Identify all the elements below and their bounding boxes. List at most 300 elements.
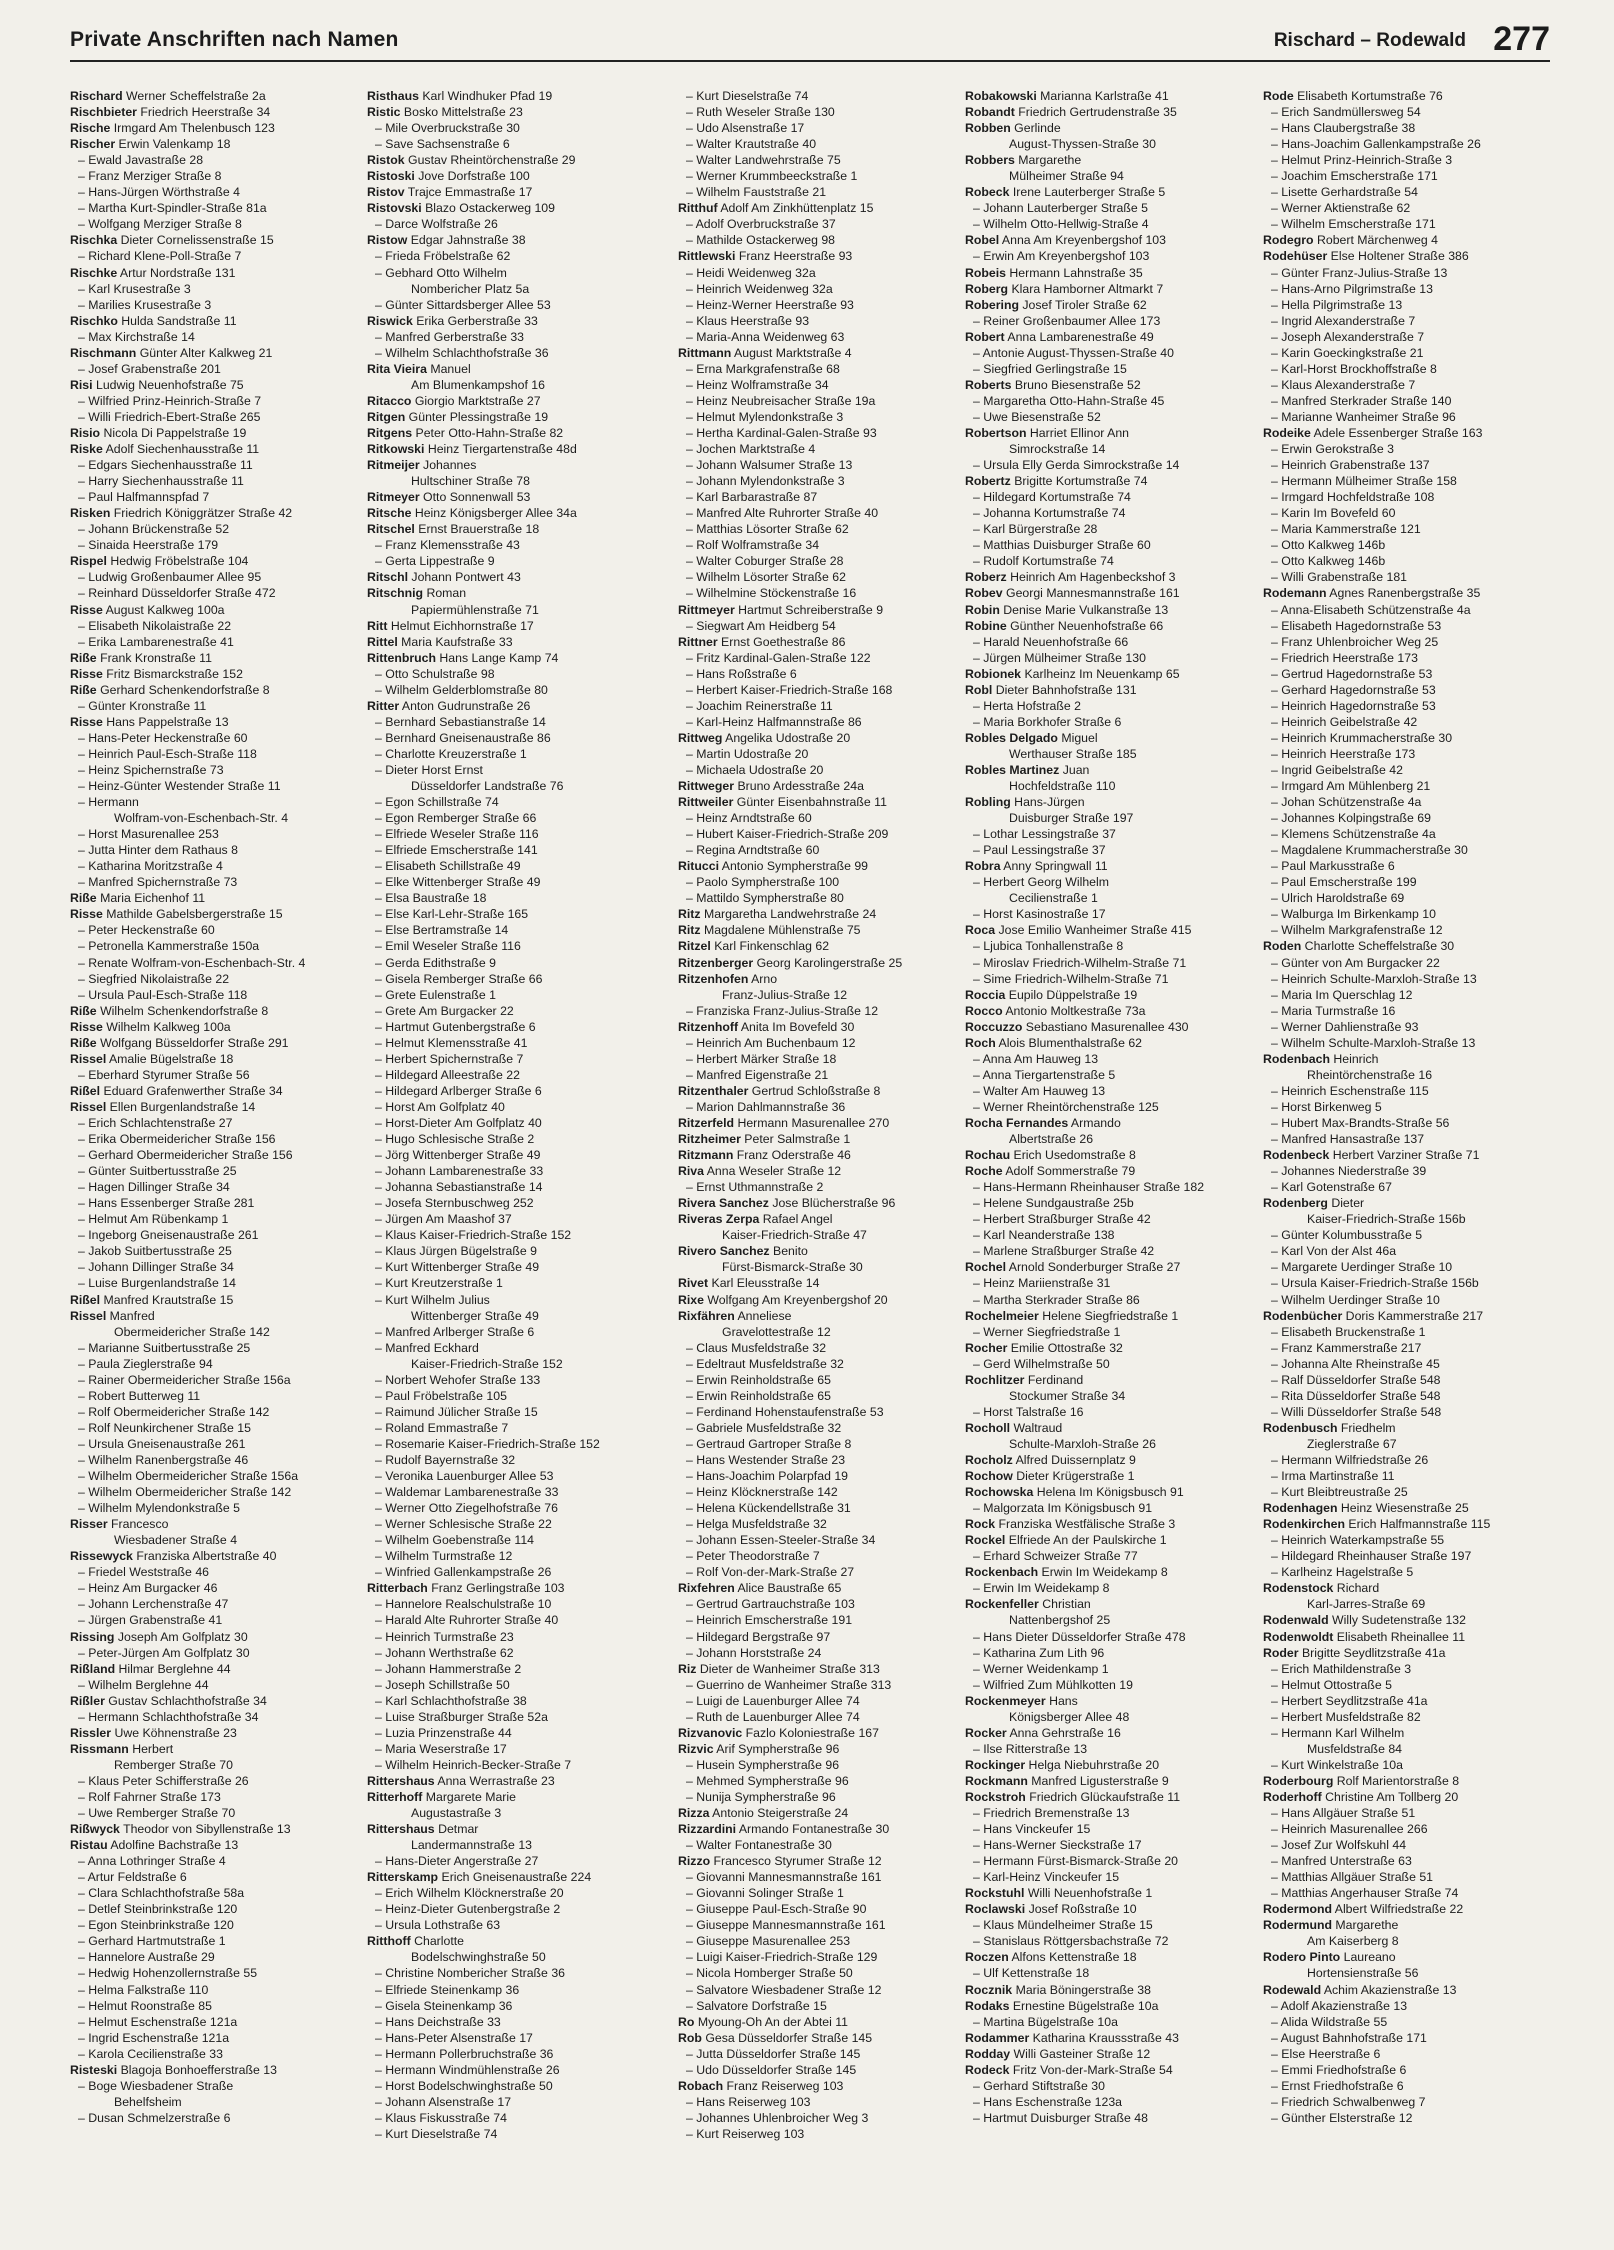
entry-details: Roman: [423, 586, 467, 601]
entry-details: – Werner Siegfriedstraße 1: [973, 1324, 1121, 1339]
directory-entry: [367, 136, 649, 152]
entry-details: – Hans-Peter Alsenstraße 17: [375, 2030, 533, 2045]
directory-entry: [70, 473, 352, 489]
entry-details: – Ernst Friedhofstraße 6: [1271, 2078, 1404, 2093]
directory-entry: [1263, 120, 1545, 136]
directory-entry: [70, 826, 352, 842]
entry-details: Karl-Jarres-Straße 69: [1307, 1597, 1426, 1612]
directory-entry: [965, 1115, 1247, 1131]
directory-entry: [367, 1259, 649, 1275]
directory-entry: [70, 1596, 352, 1612]
directory-entry: [367, 1949, 649, 1965]
directory-entry: [1263, 1372, 1545, 1388]
entry-details: – Gerhard Obermeidericher Straße 156: [78, 1148, 293, 1163]
directory-entry: [678, 1372, 960, 1388]
directory-entry: [965, 473, 1247, 489]
entry-details: – Marilies Krusestraße 3: [78, 297, 212, 312]
directory-entry: [367, 184, 649, 200]
entry-details: – Hans Roßstraße 6: [686, 666, 797, 681]
directory-entry: [367, 248, 649, 264]
directory-entry: [70, 890, 352, 906]
directory-entry: [367, 1612, 649, 1628]
entry-details: – Hagen Dillinger Straße 34: [78, 1180, 230, 1195]
entry-details: Jose Emilio Wanheimer Straße 415: [995, 923, 1192, 938]
column-4: [965, 88, 1247, 2238]
entry-surname: Ritzenberger: [678, 955, 754, 970]
entry-details: – Horst-Dieter Am Golfplatz 40: [375, 1116, 542, 1130]
entry-details: Else Holtener Straße 386: [1327, 249, 1469, 264]
entry-details: – Paula Zieglerstraße 94: [78, 1356, 213, 1371]
entry-details: – Klaus Kaiser-Friedrich-Straße 152: [375, 1228, 572, 1243]
entry-details: – Johannes Niederstraße 39: [1271, 1164, 1427, 1179]
directory-entry: [1263, 297, 1545, 313]
entry-details: – Hans Westender Straße 23: [686, 1452, 846, 1467]
directory-entry: [367, 1147, 649, 1163]
entry-surname: Rixfähren: [678, 1308, 735, 1323]
entry-details: – Jürgen Am Maashof 37: [375, 1212, 512, 1227]
entry-details: – Darce Wolfstraße 26: [375, 217, 498, 232]
directory-entry: [70, 1324, 352, 1340]
directory-entry: [678, 987, 960, 1003]
entry-details: Johannes: [419, 458, 477, 473]
directory-entry: [1263, 778, 1545, 794]
directory-entry: [1263, 1661, 1545, 1677]
entry-details: – Kurt Winkelstraße 10a: [1271, 1757, 1403, 1772]
entry-details: – Marlene Straßburger Straße 42: [973, 1244, 1155, 1259]
entry-details: Frank Kronstraße 11: [96, 650, 212, 665]
directory-entry: [70, 2030, 352, 2046]
entry-details: – Herbert Märker Straße 18: [686, 1051, 837, 1066]
entry-details: – Matthias Angerhauser Straße 74: [1271, 1886, 1459, 1901]
entry-surname: Rodenbücher: [1263, 1308, 1343, 1323]
entry-surname: Roderbourg: [1263, 1773, 1334, 1788]
entry-details: – Jutta Düsseldorfer Straße 145: [686, 2046, 861, 2061]
entry-details: Bruno Ardesstraße 24a: [734, 779, 864, 794]
directory-entry: [965, 922, 1247, 938]
directory-entry: [70, 1131, 352, 1147]
entry-details: – Jürgen Mülheimer Straße 130: [973, 650, 1146, 665]
entry-details: Ludwig Neuenhofstraße 75: [92, 377, 244, 392]
entry-details: Alois Blumenthalstraße 62: [995, 1035, 1143, 1050]
directory-entry: [367, 1275, 649, 1291]
directory-entry: [1263, 521, 1545, 537]
entry-surname: Ro: [678, 2014, 695, 2029]
directory-entry: [965, 313, 1247, 329]
entry-details: Maria Kaufstraße 33: [397, 634, 513, 649]
entry-details: Charlotte: [410, 1934, 465, 1949]
entry-surname: Rodegro: [1263, 233, 1314, 248]
entry-details: – Hans Vinckeufer 15: [973, 1822, 1091, 1837]
entry-surname: Rittmann: [678, 345, 732, 360]
entry-surname: Rockinger: [965, 1757, 1026, 1772]
directory-entry: [70, 762, 352, 778]
entry-surname: Rittweger: [678, 779, 735, 794]
directory-entry: [678, 1725, 960, 1741]
directory-entry: [70, 602, 352, 618]
entry-details: Bosko Mittelstraße 23: [400, 105, 523, 120]
entry-details: – Günter Suitbertusstraße 25: [78, 1164, 237, 1179]
directory-entry: [965, 136, 1247, 152]
entry-surname: Rischka: [70, 233, 118, 248]
entry-details: – Herbert Georg Wilhelm: [973, 875, 1109, 890]
directory-entry: [70, 1259, 352, 1275]
entry-details: – Lothar Lessingstraße 37: [973, 827, 1116, 842]
entry-details: Manfred Krautstraße 15: [100, 1292, 234, 1307]
directory-entry: [367, 2046, 649, 2062]
entry-details: – Hans Deichstraße 33: [375, 2014, 501, 2029]
entry-details: Heinz Königsberger Allee 34a: [411, 506, 577, 521]
entry-details: Franz Oderstraße 46: [733, 1148, 851, 1163]
directory-entry: [367, 955, 649, 971]
entry-details: – Elke Wittenberger Straße 49: [375, 875, 541, 890]
directory-entry: [70, 1917, 352, 1933]
entry-details: – Guerrino de Wanheimer Straße 313: [686, 1677, 892, 1692]
directory-entry: [678, 313, 960, 329]
entry-details: – Ursula Lothstraße 63: [375, 1918, 501, 1933]
entry-details: Gertrud Schloßstraße 8: [748, 1083, 881, 1098]
entry-details: – Emil Weseler Straße 116: [375, 939, 521, 954]
entry-details: Albert Wilfriedstraße 22: [1332, 1902, 1464, 1917]
entry-details: – Egon Schillstraße 74: [375, 795, 499, 810]
directory-entry: [70, 1227, 352, 1243]
entry-surname: Ritschnig: [367, 586, 424, 601]
entry-details: – Robert Butterweg 11: [78, 1388, 201, 1403]
directory-entry: [678, 794, 960, 810]
entry-surname: Robertson: [965, 425, 1027, 440]
entry-surname: Rissel: [70, 1051, 107, 1066]
entry-details: – Mile Overbruckstraße 30: [375, 121, 520, 136]
entry-details: Erwin Valenkamp 18: [115, 137, 231, 152]
entry-details: – Hermann Schlachthofstraße 34: [78, 1709, 259, 1724]
entry-details: – Wilhelm Uerdinger Straße 10: [1271, 1292, 1440, 1307]
directory-entry: [678, 2062, 960, 2078]
entry-details: – Hildegard Alleestraße 22: [375, 1067, 520, 1082]
directory-entry: [367, 441, 649, 457]
entry-details: – Horst Birkenweg 5: [1271, 1099, 1382, 1114]
entry-details: – Hildegard Bergstraße 97: [686, 1629, 831, 1644]
entry-details: – Hermann Pollerbruchstraße 36: [375, 2046, 554, 2061]
directory-entry: [70, 2078, 352, 2094]
entry-details: – Udo Düsseldorfer Straße 145: [686, 2062, 857, 2077]
entry-details: – Claus Musfeldstraße 32: [686, 1340, 827, 1355]
entry-details: – Elfriede Emscherstraße 141: [375, 843, 538, 858]
entry-details: Günther Neuenhofstraße 66: [1006, 618, 1164, 633]
entry-details: – Rolf Fahrner Straße 173: [78, 1789, 221, 1804]
entry-details: – Ulrich Haroldstraße 69: [1271, 891, 1405, 906]
entry-details: Bruno Biesenstraße 52: [1011, 377, 1141, 392]
entry-details: Fritz Von-der-Mark-Straße 54: [1009, 2062, 1173, 2077]
directory-entry: [678, 152, 960, 168]
entry-details: Anneliese: [734, 1308, 792, 1323]
directory-entry: [678, 1147, 960, 1163]
directory-entry: [678, 1083, 960, 1099]
directory-entry: [678, 1805, 960, 1821]
entry-details: – Wilhelm Goebenstraße 114: [375, 1533, 535, 1548]
entry-details: Friedrich Gertrudenstraße 35: [1014, 105, 1177, 120]
directory-entry: [70, 1275, 352, 1291]
entry-details: – Rainer Obermeidericher Straße 156a: [78, 1372, 291, 1387]
entry-details: – Wilhelm Markgrafenstraße 12: [1271, 923, 1443, 938]
entry-details: – Nunija Sympherstraße 96: [686, 1789, 836, 1804]
entry-details: Adolf Am Zinkhüttenplatz 15: [717, 201, 874, 216]
directory-entry: [678, 1965, 960, 1981]
directory-entry: [1263, 361, 1545, 377]
entry-details: – August Bahnhofstraße 171: [1271, 2030, 1427, 2045]
directory-entry: [678, 1949, 960, 1965]
entry-details: Hochfeldstraße 110: [1009, 779, 1116, 794]
directory-entry: [678, 1580, 960, 1596]
entry-details: – Karl Krusestraße 3: [78, 281, 191, 296]
entry-surname: Risi: [70, 377, 93, 392]
directory-entry: [367, 232, 649, 248]
entry-details: – Heinrich Heerstraße 173: [1271, 746, 1416, 761]
directory-entry: [678, 281, 960, 297]
entry-details: – Helmut Mylendonkstraße 3: [686, 409, 844, 424]
entry-details: Düsseldorfer Landstraße 76: [411, 779, 564, 794]
directory-entry: [367, 682, 649, 698]
entry-details: – Franz Uhlenbroicher Weg 25: [1271, 634, 1439, 649]
directory-entry: [70, 1532, 352, 1548]
directory-entry: [70, 1115, 352, 1131]
entry-details: – Wilhelm Gelderblomstraße 80: [375, 682, 548, 697]
directory-entry: [965, 1901, 1247, 1917]
entry-details: – Adolf Akazienstraße 13: [1271, 1998, 1408, 2013]
entry-details: – Johann Hammerstraße 2: [375, 1661, 522, 1676]
entry-surname: Ritgens: [367, 425, 413, 440]
directory-entry: [965, 1949, 1247, 1965]
entry-details: – Marion Dahlmannstraße 36: [686, 1099, 846, 1114]
directory-entry: [367, 1083, 649, 1099]
directory-entry: [965, 730, 1247, 746]
directory-entry: [965, 2046, 1247, 2062]
entry-details: – Helmut Eschenstraße 121a: [78, 2014, 238, 2029]
directory-entry: [1263, 2014, 1545, 2030]
entry-details: Mülheimer Straße 94: [1009, 169, 1124, 184]
directory-entry: [678, 618, 960, 634]
entry-details: – Johanna Alte Rheinstraße 45: [1271, 1356, 1440, 1371]
entry-details: Richard: [1333, 1581, 1380, 1596]
entry-details: – Maria Im Querschlag 12: [1271, 987, 1413, 1002]
entry-surname: Riveras Zerpa: [678, 1212, 760, 1227]
entry-surname: Rittel: [367, 634, 398, 649]
directory-entry: [367, 1292, 649, 1308]
entry-details: – Kurt Dieselstraße 74: [375, 2126, 498, 2141]
directory-entry: [1263, 1564, 1545, 1580]
directory-entry: [965, 120, 1247, 136]
directory-entry: [678, 1709, 960, 1725]
entry-details: – Hans-Arno Pilgrimstraße 13: [1271, 281, 1433, 296]
directory-entry: [678, 345, 960, 361]
directory-entry: [1263, 1693, 1545, 1709]
directory-entry: [678, 1516, 960, 1532]
entry-details: – Luigi Kaiser-Friedrich-Straße 129: [686, 1950, 878, 1965]
entry-surname: Rissler: [70, 1725, 112, 1740]
entry-details: Miguel: [1057, 730, 1098, 745]
entry-surname: Rixe: [678, 1292, 704, 1307]
entry-details: Franz Gerlingstraße 103: [427, 1581, 565, 1596]
directory-entry: [367, 2110, 649, 2126]
entry-details: – Rudolf Kortumstraße 74: [973, 554, 1114, 569]
directory-entry: [1263, 2094, 1545, 2110]
entry-details: – Hans-Werner Sieckstraße 17: [973, 1838, 1142, 1853]
directory-entry: [367, 537, 649, 553]
entry-details: – Hildegard Arlberger Straße 6: [375, 1083, 542, 1098]
entry-surname: Rodemann: [1263, 586, 1327, 601]
entry-details: – Helga Musfeldstraße 32: [686, 1517, 827, 1532]
directory-entry: [678, 2014, 960, 2030]
directory-entry: [70, 955, 352, 971]
entry-details: Hulda Sandstraße 11: [117, 313, 237, 328]
directory-entry: [678, 1035, 960, 1051]
entry-details: – Werner Aktienstraße 62: [1271, 201, 1411, 216]
entry-details: Helene Siegfriedstraße 1: [1038, 1308, 1179, 1323]
directory-entry: [70, 1757, 352, 1773]
directory-entry: [367, 1404, 649, 1420]
entry-details: – Kurt Wilhelm Julius: [375, 1292, 490, 1307]
entry-details: – Heinz Arndtstraße 60: [686, 811, 812, 826]
directory-entry: [367, 1468, 649, 1484]
entry-details: – Martha Sterkrader Straße 86: [973, 1292, 1140, 1307]
entry-surname: Rocco: [965, 1003, 1003, 1018]
directory-entry: [70, 1356, 352, 1372]
directory-entry: [70, 1292, 352, 1308]
entry-details: Hortensienstraße 56: [1307, 1966, 1419, 1981]
entry-details: – Herbert Seydlitzstraße 41a: [1271, 1693, 1428, 1708]
directory-entry: [965, 1420, 1247, 1436]
directory-entry: [70, 1484, 352, 1500]
entry-details: – Heinz Mariienstraße 31: [973, 1276, 1111, 1291]
directory-entry: [70, 152, 352, 168]
directory-entry: [965, 874, 1247, 890]
entry-details: – Hans-Peter Heckenstraße 60: [78, 730, 248, 745]
entry-details: – Christine Nombericher Straße 36: [375, 1966, 565, 1981]
entry-details: Kaiser-Friedrich-Straße 47: [722, 1228, 867, 1243]
entry-details: Doris Kammerstraße 217: [1342, 1308, 1484, 1323]
directory-entry: [1263, 1259, 1545, 1275]
entry-details: Wolfgang Am Kreyenbergshof 20: [703, 1292, 888, 1307]
entry-details: – Kurt Dieselstraße 74: [686, 89, 809, 103]
entry-surname: Rivera Sanchez: [678, 1196, 769, 1211]
directory-entry: [1263, 2030, 1545, 2046]
directory-entry: [965, 1067, 1247, 1083]
directory-entry: [70, 2062, 352, 2078]
directory-entry: [1263, 425, 1545, 441]
directory-entry: [367, 329, 649, 345]
entry-details: Charlotte Scheffelstraße 30: [1301, 939, 1455, 954]
entry-details: Wittenberger Straße 49: [411, 1308, 539, 1323]
entry-details: Johann Pontwert 43: [408, 570, 521, 585]
directory-entry: [367, 987, 649, 1003]
column-5: [1263, 88, 1545, 2238]
directory-entry: [965, 906, 1247, 922]
directory-entry: [367, 168, 649, 184]
entry-details: – Heinz-Werner Heerstraße 93: [686, 297, 854, 312]
entry-details: Arnold Sonderburger Straße 27: [1006, 1260, 1181, 1275]
entry-surname: Robertz: [965, 474, 1011, 489]
entry-surname: Rodeck: [965, 2062, 1010, 2077]
entry-details: Francesco Styrumer Straße 12: [710, 1854, 882, 1869]
directory-entry: [678, 104, 960, 120]
entry-details: – Walter Fontanestraße 30: [686, 1838, 832, 1853]
entry-details: – Karin Goeckingkstraße 21: [1271, 345, 1424, 360]
directory-entry: [70, 1340, 352, 1356]
directory-entry: [678, 2110, 960, 2126]
directory-entry: [965, 1147, 1247, 1163]
directory-entry: [678, 1227, 960, 1243]
directory-entry: [1263, 1869, 1545, 1885]
entry-surname: Rittershaus: [367, 1822, 435, 1837]
directory-entry: [678, 1789, 960, 1805]
directory-entry: [70, 698, 352, 714]
directory-entry: [965, 2110, 1247, 2126]
directory-entry: [678, 136, 960, 152]
directory-entry: [678, 842, 960, 858]
entry-details: Anna Am Kreyenbergshof 103: [999, 233, 1166, 248]
entry-surname: Rißler: [70, 1693, 105, 1708]
entry-surname: Roberts: [965, 377, 1012, 392]
directory-entry: [367, 794, 649, 810]
directory-entry: [678, 1484, 960, 1500]
directory-entry: [678, 971, 960, 987]
entry-details: – Heinz-Dieter Gutenbergstraße 2: [375, 1902, 561, 1917]
entry-surname: Rochau: [965, 1148, 1011, 1163]
entry-details: Gesa Düsseldorfer Straße 145: [701, 2030, 873, 2045]
entry-surname: Rob: [678, 2030, 702, 2045]
directory-entry: [1263, 1292, 1545, 1308]
directory-entry: [965, 216, 1247, 232]
entry-details: – Wilhelm Otto-Hellwig-Straße 4: [973, 217, 1149, 232]
entry-surname: Rocholz: [965, 1452, 1013, 1467]
directory-entry: [367, 826, 649, 842]
entry-surname: Rißel: [70, 1292, 101, 1307]
entry-surname: Rodday: [965, 2046, 1011, 2061]
directory-entry: [70, 505, 352, 521]
directory-entry: [70, 858, 352, 874]
directory-entry: [70, 682, 352, 698]
directory-entry: [965, 281, 1247, 297]
directory-entry: [367, 569, 649, 585]
entry-surname: Ritschl: [367, 570, 408, 585]
directory-entry: [367, 1580, 649, 1596]
directory-entry: [367, 1869, 649, 1885]
entry-surname: Robine: [965, 618, 1007, 633]
entry-details: – Günter von Am Burgacker 22: [1271, 955, 1440, 970]
entry-surname: Rocholl: [965, 1420, 1011, 1435]
entry-details: – Charlotte Kreuzerstraße 1: [375, 746, 527, 761]
directory-entry: [70, 922, 352, 938]
entry-details: – Max Kirchstraße 14: [78, 329, 195, 344]
entry-details: Dieter Cornelissenstraße 15: [117, 233, 274, 248]
directory-entry: [1263, 890, 1545, 906]
directory-entry: [367, 906, 649, 922]
directory-entry: [367, 890, 649, 906]
directory-entry: [965, 2078, 1247, 2094]
directory-entry: [367, 1340, 649, 1356]
entry-details: Nattenbergshof 25: [1009, 1613, 1111, 1628]
entry-details: Erich Usedomstraße 8: [1010, 1148, 1136, 1163]
entry-details: Helmut Eichhornstraße 17: [387, 618, 534, 633]
entry-details: – Ferdinand Hohenstaufenstraße 53: [686, 1404, 884, 1419]
directory-entry: [367, 1019, 649, 1035]
entry-details: – Johann Werthstraße 62: [375, 1645, 514, 1660]
entry-details: – Salvatore Wiesbadener Straße 12: [686, 1982, 882, 1997]
directory-entry: [678, 1596, 960, 1612]
entry-details: – Matthias Allgäuer Straße 51: [1271, 1870, 1433, 1885]
entry-details: – Ursula Elly Gerda Simrockstraße 14: [973, 458, 1180, 473]
directory-entry: [678, 698, 960, 714]
entry-details: Helena Im Königsbusch 91: [1033, 1485, 1184, 1500]
column-1: [70, 88, 352, 2238]
